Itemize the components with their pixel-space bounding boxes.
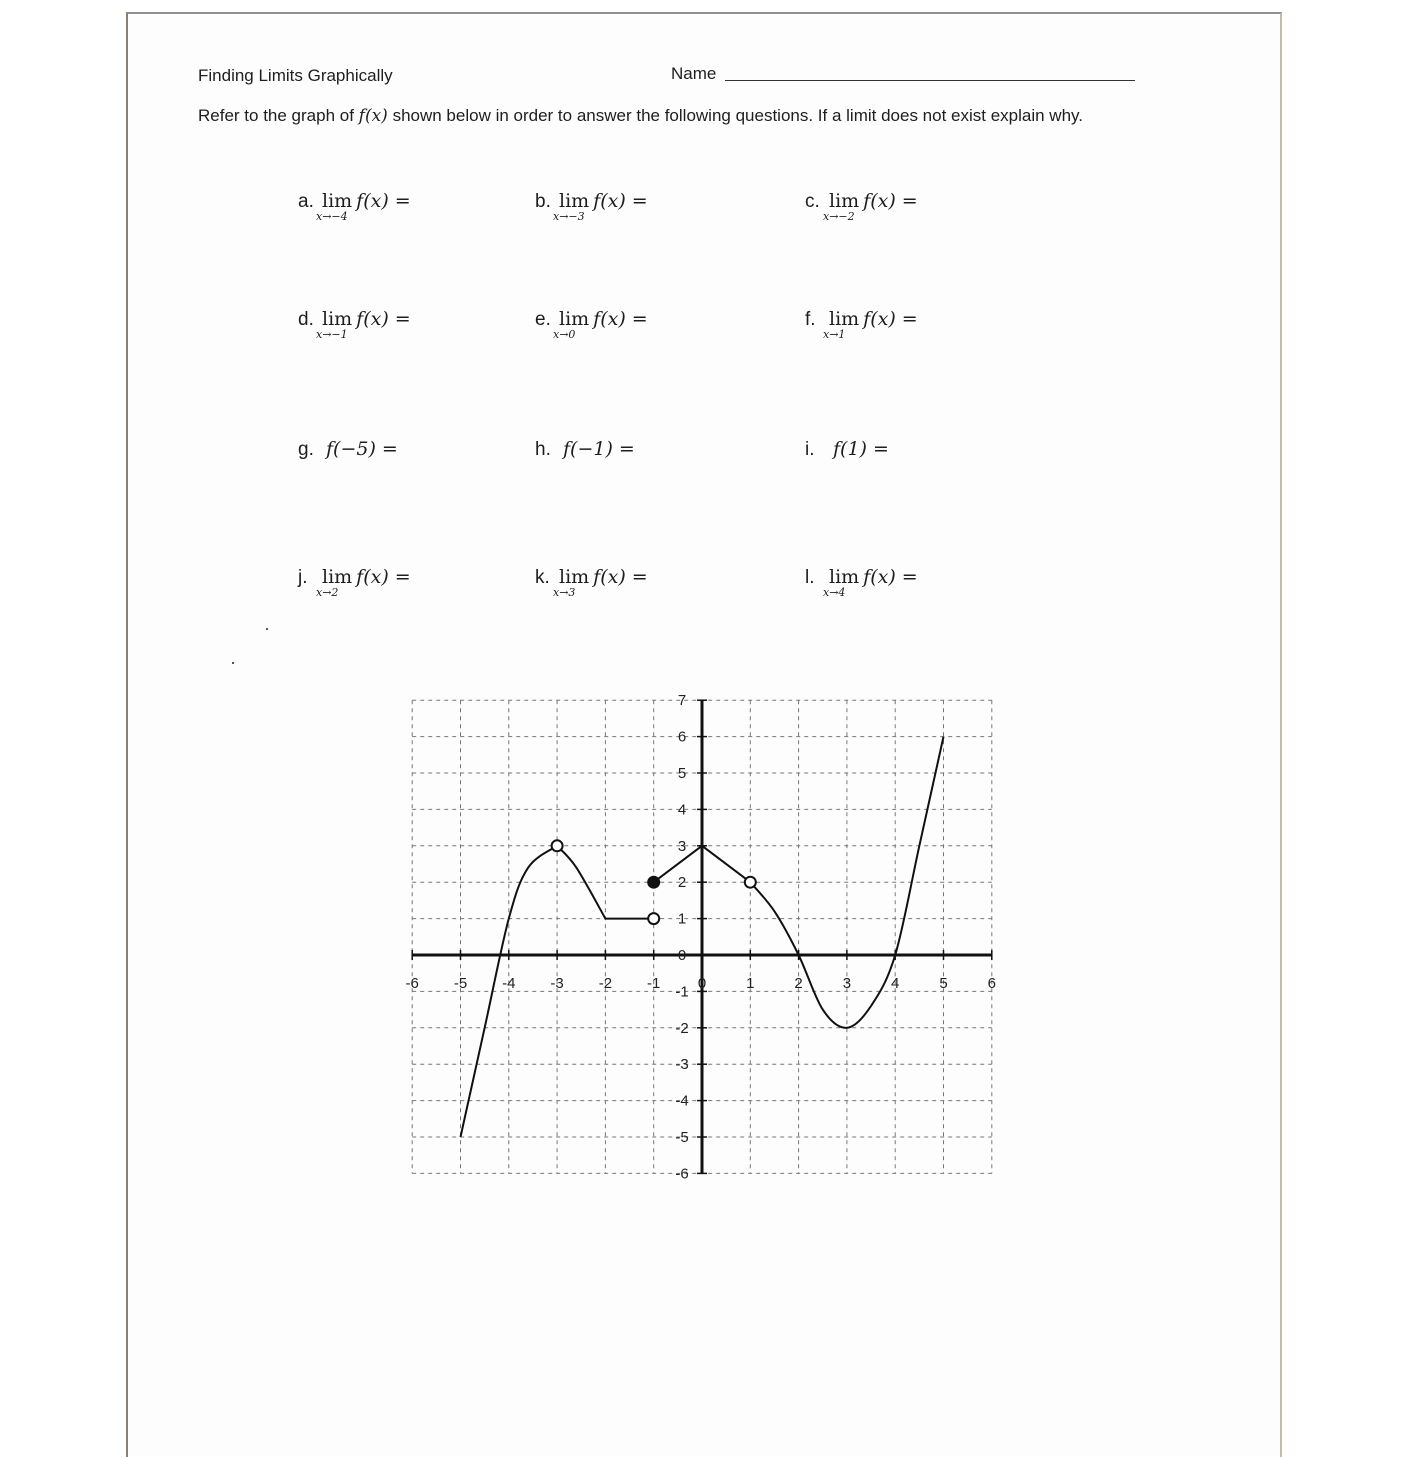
open-point xyxy=(648,913,659,924)
equals-sign: = xyxy=(618,438,635,460)
question-expression: f(x) xyxy=(356,190,389,212)
closed-point xyxy=(648,877,659,888)
limit-approach: x→4 xyxy=(823,586,846,599)
question-expression: f(x) xyxy=(356,566,389,588)
limit-operator: lim x→−3 xyxy=(553,190,590,223)
question-letter: d. xyxy=(298,309,314,330)
y-tick-label: 1 xyxy=(677,910,687,928)
x-tick-label: -6 xyxy=(405,975,419,992)
y-tick-label: -2 xyxy=(675,1019,689,1037)
question-letter: c. xyxy=(805,191,820,212)
question-letter: a. xyxy=(298,191,314,212)
y-tick-label: 0 xyxy=(677,947,687,964)
y-tick-label: 3 xyxy=(677,837,687,855)
page-title: Finding Limits Graphically xyxy=(198,66,393,85)
y-tick-label: 4 xyxy=(677,801,687,819)
limit-approach: x→0 xyxy=(553,328,576,341)
x-tick-label: 4 xyxy=(891,975,900,992)
limit-operator: lim x→1 xyxy=(823,308,860,341)
question-letter: h. xyxy=(535,439,551,460)
y-tick-label: -4 xyxy=(675,1092,689,1110)
x-tick-label: 5 xyxy=(939,975,948,992)
limit-operator: lim x→2 xyxy=(316,566,353,599)
x-tick-label: 1 xyxy=(746,975,755,992)
limit-operator: lim x→4 xyxy=(823,566,860,599)
limit-operator: lim x→−4 xyxy=(316,190,353,223)
question-expression: f(x) xyxy=(593,190,626,212)
instructions-function: f(x) xyxy=(358,106,388,126)
y-tick-label: 6 xyxy=(677,728,687,746)
limit-operator: lim x→−1 xyxy=(316,308,353,341)
question-letter: g. xyxy=(298,439,314,460)
question-letter: e. xyxy=(535,309,551,330)
question-expression: f(−1) xyxy=(563,438,613,460)
question-expression: f(1) xyxy=(833,438,867,460)
limit-approach: x→−2 xyxy=(823,210,855,223)
equals-sign: = xyxy=(901,566,918,588)
x-tick-label: -1 xyxy=(647,975,661,992)
question-letter: i. xyxy=(805,439,815,460)
equals-sign: = xyxy=(901,190,918,212)
x-tick-label: -4 xyxy=(502,975,516,992)
equals-sign: = xyxy=(901,308,918,330)
instructions-after: shown below in order to answer the following questions. If a limit does not exist explain why. xyxy=(392,106,1083,125)
question-letter: b. xyxy=(535,191,551,212)
limit-approach: x→−4 xyxy=(316,210,348,223)
x-tick-label: 3 xyxy=(842,975,852,992)
question-expression: f(−5) xyxy=(326,438,376,460)
question-expression: f(x) xyxy=(863,308,896,330)
instructions-before: Refer to the graph of xyxy=(198,106,354,125)
y-tick-label: 2 xyxy=(677,874,687,892)
equals-sign: = xyxy=(394,190,411,212)
question-expression: f(x) xyxy=(863,190,896,212)
question-letter: j. xyxy=(298,567,308,588)
question-letter: f. xyxy=(805,309,816,330)
limit-approach: x→1 xyxy=(823,328,846,341)
x-tick-label: 0 xyxy=(697,975,707,992)
limit-operator: lim x→−2 xyxy=(823,190,860,223)
limit-operator: lim x→0 xyxy=(553,308,590,341)
limit-approach: x→3 xyxy=(553,586,576,599)
x-tick-label: -5 xyxy=(453,975,468,992)
question-expression: f(x) xyxy=(593,566,626,588)
equals-sign: = xyxy=(631,190,648,212)
y-tick-label: -6 xyxy=(675,1165,689,1183)
y-tick-label: 5 xyxy=(677,765,687,782)
x-tick-label: 2 xyxy=(794,975,803,992)
equals-sign: = xyxy=(394,308,411,330)
limit-approach: x→−1 xyxy=(316,328,348,341)
name-label: Name xyxy=(671,64,717,83)
equals-sign: = xyxy=(394,566,411,588)
open-point xyxy=(552,840,563,851)
question-letter: l. xyxy=(805,567,815,588)
x-tick-label: -3 xyxy=(550,975,564,992)
question-expression: f(x) xyxy=(863,566,896,588)
limit-operator: lim x→3 xyxy=(553,566,590,599)
y-tick-label: -5 xyxy=(675,1129,689,1146)
x-tick-label: 6 xyxy=(987,975,996,992)
x-tick-label: -2 xyxy=(598,975,613,992)
y-tick-label: -1 xyxy=(675,983,689,1001)
question-expression: f(x) xyxy=(593,308,626,330)
y-tick-label: 7 xyxy=(677,692,687,710)
equals-sign: = xyxy=(872,438,889,460)
equals-sign: = xyxy=(631,308,648,330)
question-expression: f(x) xyxy=(356,308,389,330)
y-tick-label: -3 xyxy=(675,1056,689,1074)
question-letter: k. xyxy=(535,567,550,588)
limit-approach: x→−3 xyxy=(553,210,585,223)
equals-sign: = xyxy=(631,566,648,588)
equals-sign: = xyxy=(381,438,398,460)
open-point xyxy=(745,877,756,888)
limit-approach: x→2 xyxy=(316,586,339,599)
